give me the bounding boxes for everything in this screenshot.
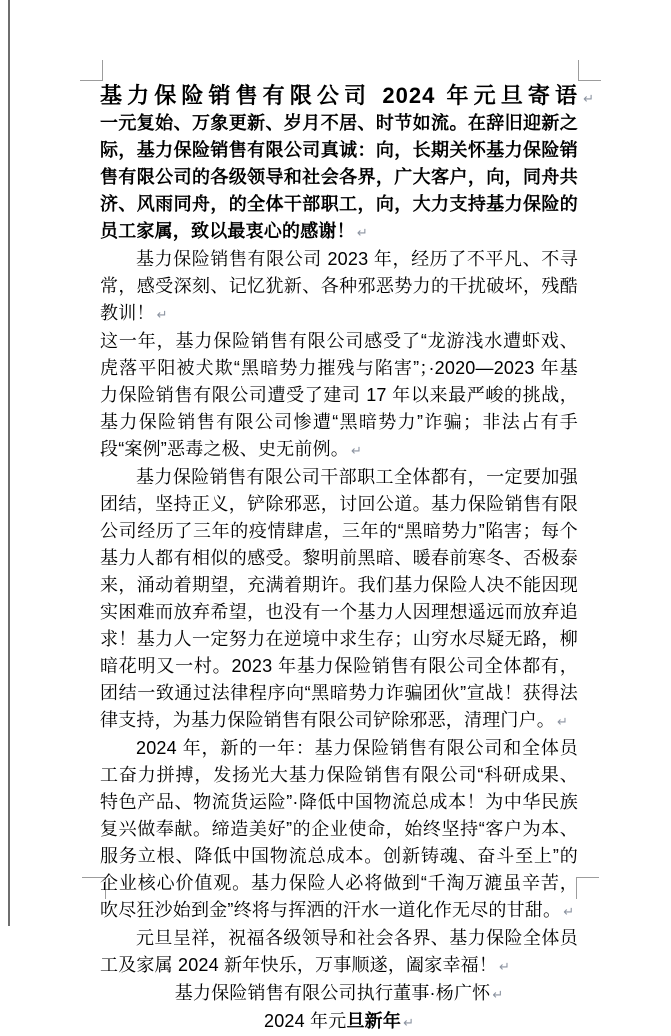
paragraph-mark: ↵: [563, 904, 575, 919]
paragraph-mark: ↵: [403, 1015, 414, 1030]
page-edge-left: [8, 0, 10, 926]
text-run: 基力保险销售有限公司 2023 年，经历了不平凡、不寻常，感受深刻、记忆犹新、各种邪恶势力的干扰破坏，残酷教训！: [100, 249, 578, 323]
paragraph-mark: ↵: [583, 91, 594, 106]
text-run: 基力保险销售有限公司执行董事·杨广怀: [174, 983, 491, 1003]
margin-crop-mark-bottom-right: [576, 877, 599, 899]
paragraph-mark: ↵: [156, 307, 168, 322]
document-title[interactable]: [100, 82, 594, 110]
text-run: 旦新年: [346, 1011, 402, 1031]
date-line[interactable]: [100, 1008, 578, 1036]
paragraph-6[interactable]: [100, 925, 578, 980]
paragraph-5[interactable]: [100, 735, 578, 925]
paragraph-mark: ↵: [492, 987, 504, 1002]
paragraph-mark: ↵: [356, 225, 368, 240]
paragraph-4[interactable]: [100, 464, 578, 735]
margin-crop-mark-top-right: [578, 60, 601, 81]
text-run: 2024 年元: [264, 1011, 347, 1031]
margin-crop-mark-top-left: [80, 60, 103, 81]
document-text-area[interactable]: [100, 82, 594, 1036]
text-run: 这一年，基力保险销售有限公司感受了“龙游浅水遭虾戏、虎落平阳被犬欺“黑暗势力摧残与陷害”；·2020—2023 年基力保险销售有限公司遭受了建司 17 年以来最严峻的挑战，基力保险销售有限公司惨遭“黑暗势力”诈骗；非法占有手段“案例”恶毒之极、史无前例。: [100, 331, 578, 459]
paragraph-mark: ↵: [351, 443, 362, 458]
text-run: 基力保险销售有限公司 2024 年元旦寄语: [100, 83, 578, 108]
signature-line[interactable]: [100, 980, 578, 1008]
text-run: 元旦呈祥，祝福各级领导和社会各界、基力保险全体员工及家属 2024 新年快乐，万事顺遂，阖家幸福！: [100, 928, 578, 975]
text-run: 一元复始、万象更新、岁月不居、时节如流。在辞旧迎新之际，基力保险销售有限公司真诚：向，长期关怀基力保险销售有限公司的各级领导和社会各界，广大客户，向，同舟共济、风雨同舟，的全体干部职工，向，大力支持基力保险的员工家属，致以最衷心的感谢！: [100, 113, 578, 241]
text-run: 基力保险销售有限公司干部职工全体都有，一定要加强团结，坚持正义，铲除邪恶，讨回公道。基力保险销售有限公司经历了三年的疫情肆虐，三年的“黑暗势力”陷害；每个基力人都有相似的感受。黎明前黑暗、暖春前寒冬、否极泰来，涌动着期望，充满着期许。我们基力保险人决不能因现实困难而放弃希望，也没有一个基力人因理想遥远而放弃追求！基力人一定努力在逆境中求生存；山穷水尽疑无路，柳暗花明又一村。2023 年基力保险销售有限公司全体都有，团结一致通过法律程序向“黑暗势力诈骗团伙”宣战！获得法律支持，为基力保险销售有限公司铲除邪恶，清理门户。: [100, 467, 578, 730]
paragraph-mark: ↵: [557, 714, 568, 729]
text-run: 2024 年，新的一年：基力保险销售有限公司和全体员工奋力拼搏，发扬光大基力保险销售有限公司“科研成果、特色产品、物流货运险”·降低中国物流总成本！为中华民族复兴做奉献。缔造美好”的企业使命，始终坚持“客户为本、服务立根、降低中国物流总成本。创新铸魂、奋斗至上”的企业核心价值观。基力保险人必将做到“千淘万漉虽辛苦，吹尽狂沙始到金”终将与挥洒的汗水一道化作无尽的甘甜。: [100, 738, 578, 920]
paragraph-1[interactable]: [100, 110, 578, 246]
paragraph-mark: ↵: [499, 959, 510, 974]
paragraph-3[interactable]: [100, 328, 578, 464]
paragraph-2[interactable]: [100, 246, 578, 328]
